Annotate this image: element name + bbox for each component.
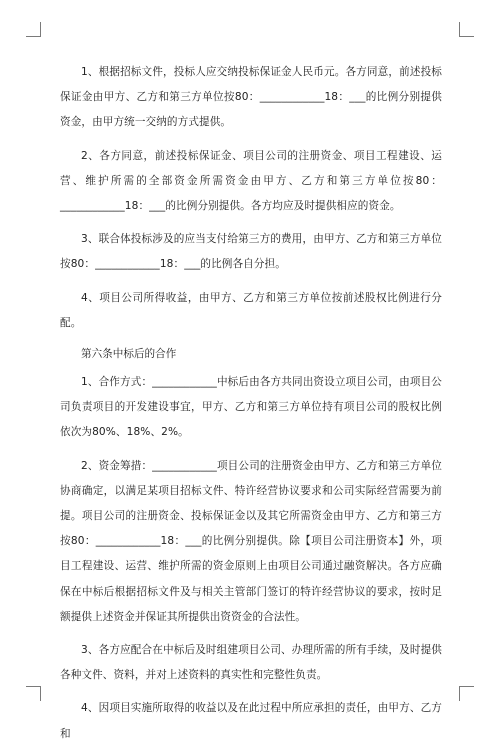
page-corner-mark-bottom-left	[26, 686, 41, 701]
paragraph-funding-ratio: 2、各方同意，前述投标保证金、项目公司的注册资金、项目工程建设、运营、维护所需的全部资金所需资金由甲方、乙方和第三方单位按80：____________18：___的比例分别提供。各方均应及时提供相应的资金。	[60, 149, 442, 213]
document-page	[60, 60, 442, 755]
page-corner-mark-top-left	[26, 22, 41, 37]
page-corner-mark-top-right	[459, 22, 474, 37]
paragraph-company-formation: 3、各方应配合在中标后及时组建项目公司、办理所需的所有手续，及时提供各种文件、资料，并对上述资料的真实性和完整性负责。	[60, 644, 442, 682]
paragraph-bid-deposit: 1、根据招标文件，投标人应交纳投标保证金人民币元。各方同意，前述投标保证金由甲方、乙方和第三方单位按80：____________18：___的比例分别提供资金，由甲方统一交纳的方式提供。	[60, 66, 442, 129]
paragraph-cooperation-method: 1、合作方式：____________中标后由各方共同出资设立项目公司，由项目公司负责项目的开发建设事宜，甲方、乙方和第三方单位持有项目公司的股权比例依次为80%、18%、2%。	[60, 376, 442, 439]
paragraph-third-party-fees: 3、联合体投标涉及的应当支付给第三方的费用，由甲方、乙方和第三方单位按80：____________18：___的比例各自分担。	[60, 233, 442, 271]
page-corner-mark-bottom-right	[459, 686, 474, 701]
paragraph-income-liability: 4、因项目实施所取得的收益以及在此过程中所应承担的责任，由甲方、乙方和	[60, 702, 442, 740]
paragraph-fund-raising: 2、资金筹措：____________项目公司的注册资金由甲方、乙方和第三方单位协商确定，以满足某项目招标文件、特许经营协议要求和公司实际经营需要为前提。项目公司的注册资金、投标保证金以及其它所需资金由甲方、乙方和第三方按80：____________18：___的比例分别提供。除【项目公司注册资本】外，项目工程建设、运营、维护所需的资金原则上由项目公司通过融资解决。各方应确保在中标后根据招标文件及与相关主管部门签订的特许经营协议的要求，按时足额提供上述资金并保证其所提供出资资金的合法性。	[60, 459, 442, 623]
paragraph-profit-distribution: 4、项目公司所得收益，由甲方、乙方和第三方单位按前述股权比例进行分配。	[60, 291, 442, 329]
section-heading: 第六条中标后的合作	[81, 348, 177, 361]
